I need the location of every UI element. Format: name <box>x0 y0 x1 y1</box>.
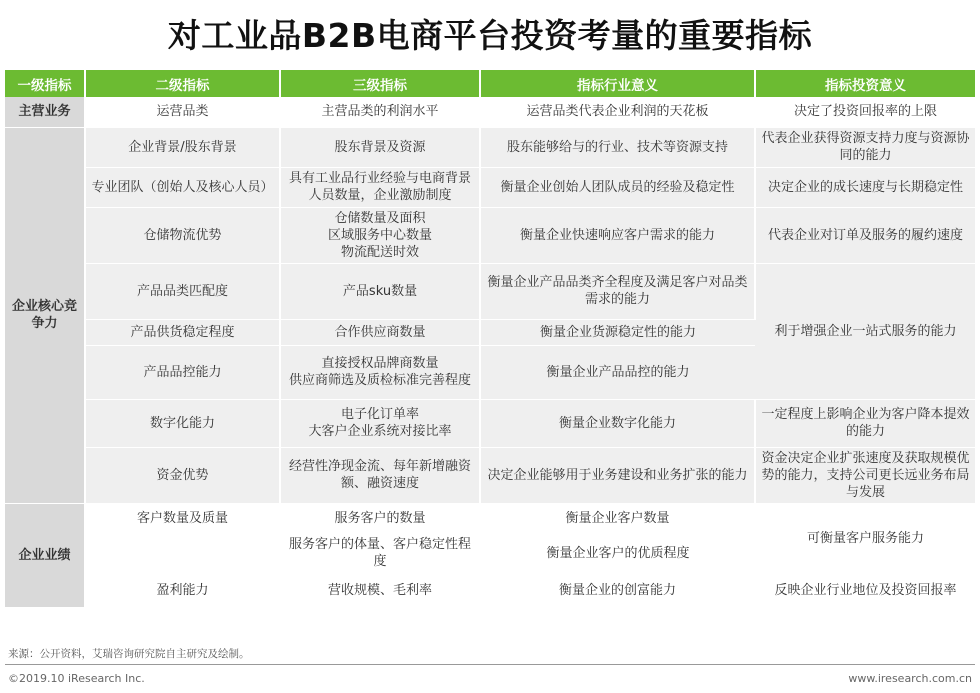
table-row <box>5 503 975 533</box>
cell-industry: 运营品类代表企业利润的天花板 <box>480 97 755 127</box>
cell-investment: 代表企业获得资源支持力度与资源协同的能力 <box>755 127 975 167</box>
header-industry-meaning: 指标行业意义 <box>480 70 755 97</box>
source-note: 来源：公开资料，艾瑞咨询研究院自主研究及绘制。 <box>8 648 250 660</box>
group-main-business: 主营业务 <box>5 97 85 127</box>
cell-level3: 主营品类的利润水平 <box>280 97 480 127</box>
header-level1: 一级指标 <box>5 70 85 97</box>
cell-investment: 利于增强企业一站式服务的能力 <box>755 263 975 399</box>
group-performance: 企业业绩 <box>5 503 85 607</box>
cell-level3: 服务客户的数量 <box>280 503 480 533</box>
level3-line: 大客户企业系统对接比率 <box>308 424 452 439</box>
table-row <box>5 447 975 503</box>
table-header-row <box>5 70 975 97</box>
indicator-table <box>5 70 975 608</box>
cell-industry: 衡量企业产品品控的能力 <box>480 345 755 399</box>
table-row <box>5 263 975 319</box>
cell-industry: 衡量企业创始人团队成员的经验及稳定性 <box>480 167 755 207</box>
cell-investment: 决定企业的成长速度与长期稳定性 <box>755 167 975 207</box>
level3-line: 直接授权品牌商数量 <box>321 356 439 371</box>
group-core-competitiveness: 企业核心竞争力 <box>5 127 85 503</box>
cell-level2: 客户数量及质量 <box>85 503 280 573</box>
cell-level2: 资金优势 <box>85 447 280 503</box>
cell-level2: 产品品类匹配度 <box>85 263 280 319</box>
cell-industry: 衡量企业产品品类齐全程度及满足客户对品类需求的能力 <box>480 263 755 319</box>
level3-line: 物流配送时效 <box>340 244 419 260</box>
page-title: 对工业品B2B电商平台投资考量的重要指标 <box>167 16 813 55</box>
cell-investment: 反映企业行业地位及投资回报率 <box>755 573 975 607</box>
cell-level2: 运营品类 <box>85 97 280 127</box>
header-level3: 三级指标 <box>280 70 480 97</box>
cell-level3: 合作供应商数量 <box>280 319 480 345</box>
website-link[interactable]: www.iresearch.com.cn <box>848 672 972 685</box>
cell-industry: 股东能够给与的行业、技术等资源支持 <box>480 127 755 167</box>
level3-line: 区域服务中心数量 <box>327 227 432 243</box>
table-row <box>5 399 975 447</box>
cell-industry: 决定企业能够用于业务建设和业务扩张的能力 <box>480 447 755 503</box>
header-investment-meaning: 指标投资意义 <box>755 70 975 97</box>
cell-level2: 专业团队（创始人及核心人员） <box>85 167 280 207</box>
header-level2: 二级指标 <box>85 70 280 97</box>
cell-level2: 企业背景/股东背景 <box>85 127 280 167</box>
table-row <box>5 573 975 607</box>
cell-investment: 一定程度上影响企业为客户降本提效的能力 <box>755 399 975 447</box>
cell-industry: 衡量企业货源稳定性的能力 <box>480 319 755 345</box>
cell-level3: 服务客户的体量、客户稳定性程度 <box>280 533 480 573</box>
cell-level2: 盈利能力 <box>85 573 280 607</box>
cell-level2: 数字化能力 <box>85 399 280 447</box>
cell-industry: 衡量企业客户数量 <box>480 503 755 533</box>
level3-line: 供应商筛选及质检标准完善程度 <box>288 373 471 388</box>
cell-level3 <box>280 345 480 399</box>
footer-divider <box>5 664 975 665</box>
cell-level3: 具有工业品行业经验与电商背景人员数量，企业激励制度 <box>280 167 480 207</box>
cell-level2: 产品供货稳定程度 <box>85 319 280 345</box>
cell-level2: 仓储物流优势 <box>85 207 280 263</box>
cell-industry: 衡量企业客户的优质程度 <box>480 533 755 573</box>
cell-investment: 代表企业对订单及服务的履约速度 <box>755 207 975 263</box>
level3-line: 仓储数量及面积 <box>334 210 426 226</box>
cell-level3: 经营性净现金流、每年新增融资额、融资速度 <box>280 447 480 503</box>
cell-level3: 产品sku数量 <box>280 263 480 319</box>
cell-investment: 资金决定企业扩张速度及获取规模优势的能力，支持公司更长远业务布局与发展 <box>755 447 975 503</box>
cell-investment: 决定了投资回报率的上限 <box>755 97 975 127</box>
level3-line: 电子化订单率 <box>340 407 419 422</box>
cell-level3 <box>280 207 480 263</box>
table-row <box>5 127 975 167</box>
cell-industry: 衡量企业快速响应客户需求的能力 <box>480 207 755 263</box>
copyright: ©2019.10 iResearch Inc. <box>8 672 145 685</box>
cell-industry: 衡量企业的创富能力 <box>480 573 755 607</box>
table-row <box>5 167 975 207</box>
cell-level3 <box>280 399 480 447</box>
cell-level2: 产品品控能力 <box>85 345 280 399</box>
table-row <box>5 207 975 263</box>
cell-level3: 股东背景及资源 <box>280 127 480 167</box>
cell-level3: 营收规模、毛利率 <box>280 573 480 607</box>
cell-industry: 衡量企业数字化能力 <box>480 399 755 447</box>
cell-investment: 可衡量客户服务能力 <box>755 503 975 573</box>
table-row <box>5 97 975 127</box>
